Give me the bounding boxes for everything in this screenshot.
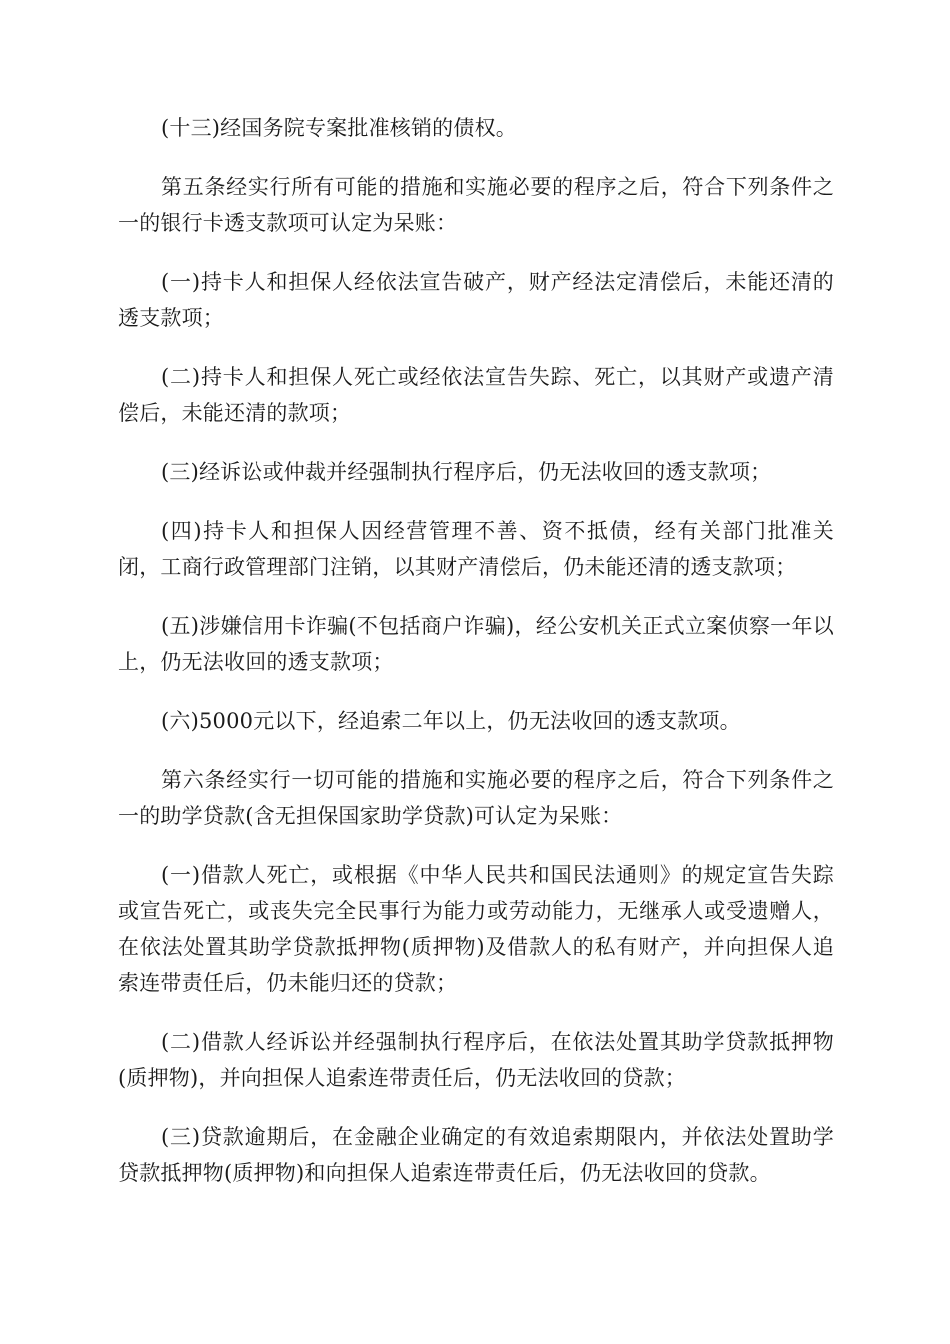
article-5-item-1: (一)持卡人和担保人经依法宣告破产，财产经法定清偿后，未能还清的透支款项； [118,270,834,330]
article-6-paragraph: 第六条经实行一切可能的措施和实施必要的程序之后，符合下列条件之一的助学贷款(含无担保国家助学贷款)可认定为呆账： [118,768,834,828]
article-5-item-5: (五)涉嫌信用卡诈骗(不包括商户诈骗)，经公安机关正式立案侦察一年以上，仍无法收回的透支款项； [118,614,834,674]
article-5-paragraph: 第五条经实行所有可能的措施和实施必要的程序之后，符合下列条件之一的银行卡透支款项可认定为呆账： [118,175,834,235]
article-5-item-6: (六)5000元以下，经追索二年以上，仍无法收回的透支款项。 [161,709,741,733]
article-5-item-2: (二)持卡人和担保人死亡或经依法宣告失踪、死亡，以其财产或遗产清偿后，未能还清的款项； [118,365,834,425]
document-body [118,110,834,1214]
article-5-item-4: (四)持卡人和担保人因经营管理不善、资不抵债，经有关部门批准关闭，工商行政管理部门注销，以其财产清偿后，仍未能还清的透支款项； [118,519,834,579]
paragraph-13: (十三)经国务院专案批准核销的债权。 [161,116,517,140]
article-6-item-2: (二)借款人经诉讼并经强制执行程序后，在依法处置其助学贷款抵押物(质押物)，并向担保人追索连带责任后，仍无法收回的贷款； [118,1030,834,1090]
article-5-item-3: (三)经诉讼或仲裁并经强制执行程序后，仍无法收回的透支款项； [161,460,772,484]
article-6-item-1: (一)借款人死亡，或根据《中华人民共和国民法通则》的规定宣告失踪或宣告死亡，或丧失完全民事行为能力或劳动能力，无继承人或受遗赠人，在依法处置其助学贷款抵押物(质押物)及借款人的私有财产，并向担保人追索连带责任后，仍未能归还的贷款； [118,863,834,995]
article-6-item-3: (三)贷款逾期后，在金融企业确定的有效追索期限内，并依法处置助学贷款抵押物(质押物)和向担保人追索连带责任后，仍无法收回的贷款。 [118,1125,834,1185]
